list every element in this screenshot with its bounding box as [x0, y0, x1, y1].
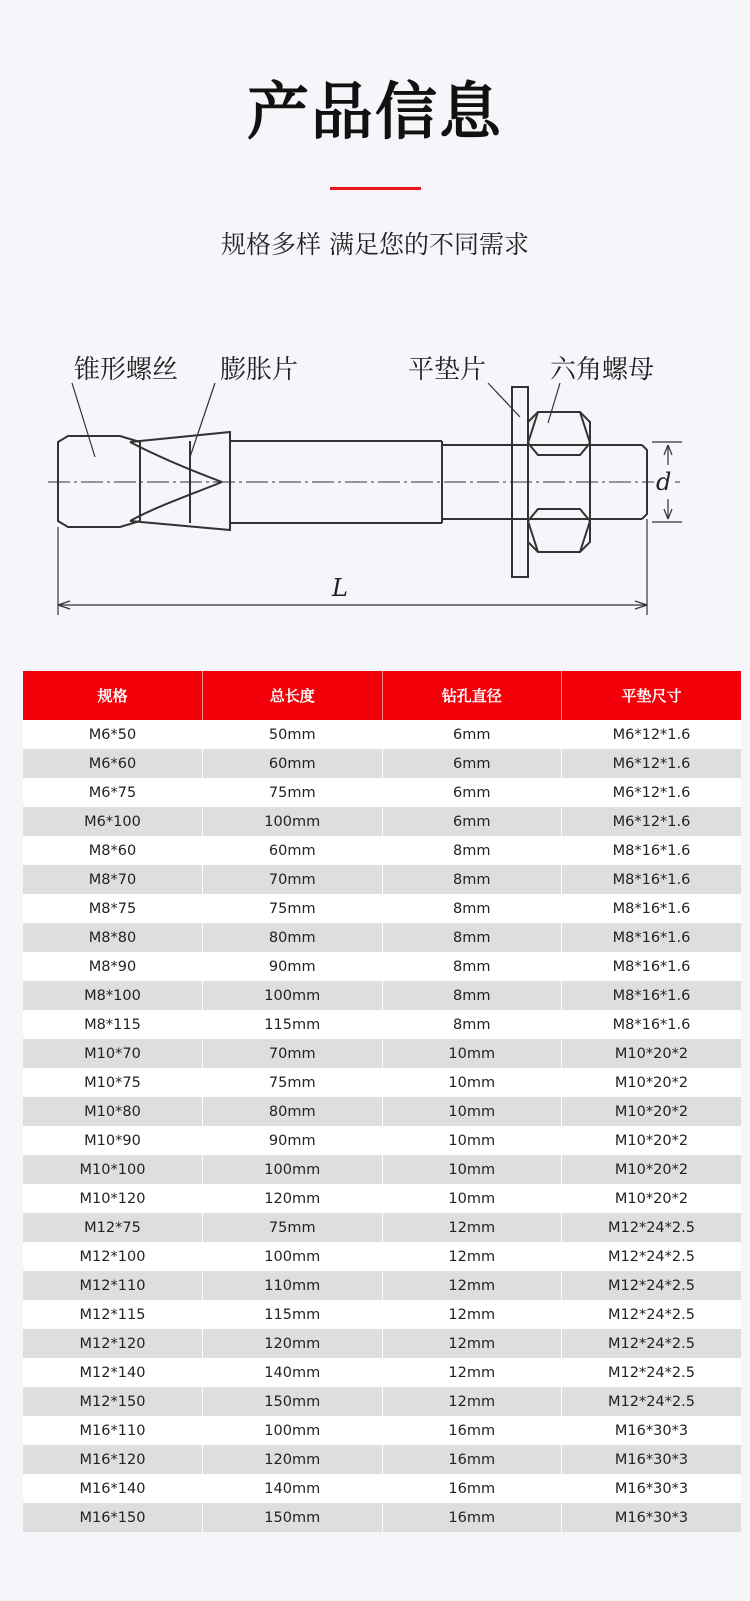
washer-size-cell: M16*30*3	[562, 1416, 742, 1445]
total-length-cell: 100mm	[203, 981, 383, 1010]
drill-diameter-cell: 12mm	[382, 1387, 562, 1416]
table-row	[23, 1126, 741, 1155]
total-length-cell: 140mm	[203, 1474, 383, 1503]
table-row	[23, 1358, 741, 1387]
diameter-label: d	[654, 465, 673, 499]
spec-cell: M12*150	[23, 1387, 203, 1416]
total-length-cell: 120mm	[203, 1184, 383, 1213]
washer-size-cell: M8*16*1.6	[562, 865, 742, 894]
anchor-bolt-diagram	[40, 345, 720, 635]
column-header-spec: 规格	[23, 671, 203, 720]
washer-size-cell: M8*16*1.6	[562, 923, 742, 952]
washer-size-cell: M10*20*2	[562, 1068, 742, 1097]
drill-diameter-cell: 8mm	[382, 981, 562, 1010]
total-length-cell: 50mm	[203, 720, 383, 749]
table-row	[23, 865, 741, 894]
total-length-cell: 90mm	[203, 952, 383, 981]
table-body	[23, 720, 741, 1532]
table-row	[23, 1416, 741, 1445]
drill-diameter-cell: 16mm	[382, 1474, 562, 1503]
washer-size-cell: M16*30*3	[562, 1474, 742, 1503]
table-row	[23, 1329, 741, 1358]
drill-diameter-cell: 16mm	[382, 1503, 562, 1532]
spec-cell: M8*90	[23, 952, 203, 981]
total-length-cell: 100mm	[203, 1242, 383, 1271]
spec-cell: M12*100	[23, 1242, 203, 1271]
spec-cell: M12*110	[23, 1271, 203, 1300]
spec-cell: M16*110	[23, 1416, 203, 1445]
total-length-cell: 80mm	[203, 1097, 383, 1126]
table-row	[23, 778, 741, 807]
drill-diameter-cell: 8mm	[382, 894, 562, 923]
table-row	[23, 720, 741, 749]
washer-size-cell: M12*24*2.5	[562, 1300, 742, 1329]
table-row	[23, 1445, 741, 1474]
spec-cell: M6*60	[23, 749, 203, 778]
table-row	[23, 1242, 741, 1271]
spec-cell: M16*140	[23, 1474, 203, 1503]
anchor-bolt-drawing	[40, 345, 720, 635]
table-row	[23, 1097, 741, 1126]
washer-size-cell: M10*20*2	[562, 1097, 742, 1126]
washer-size-cell: M10*20*2	[562, 1126, 742, 1155]
table-row	[23, 1300, 741, 1329]
spec-cell: M10*90	[23, 1126, 203, 1155]
spec-table	[23, 671, 741, 1532]
table-row	[23, 1387, 741, 1416]
table-row	[23, 1213, 741, 1242]
column-header-washer-size: 平垫尺寸	[562, 671, 742, 720]
table-row	[23, 836, 741, 865]
page-subtitle: 规格多样 满足您的不同需求	[221, 230, 529, 259]
washer-size-cell: M6*12*1.6	[562, 807, 742, 836]
drill-diameter-cell: 6mm	[382, 720, 562, 749]
table-row	[23, 894, 741, 923]
spec-cell: M6*50	[23, 720, 203, 749]
total-length-cell: 140mm	[203, 1358, 383, 1387]
total-length-cell: 60mm	[203, 836, 383, 865]
table-row	[23, 1155, 741, 1184]
title-divider	[330, 187, 421, 190]
washer-size-cell: M8*16*1.6	[562, 894, 742, 923]
spec-cell: M10*120	[23, 1184, 203, 1213]
spec-cell: M8*80	[23, 923, 203, 952]
total-length-cell: 120mm	[203, 1329, 383, 1358]
page-title: 产品信息	[246, 75, 503, 148]
drill-diameter-cell: 6mm	[382, 749, 562, 778]
length-label: L	[332, 574, 348, 602]
drill-diameter-cell: 8mm	[382, 836, 562, 865]
drill-diameter-cell: 12mm	[382, 1242, 562, 1271]
total-length-cell: 75mm	[203, 1068, 383, 1097]
spec-cell: M10*75	[23, 1068, 203, 1097]
table-row	[23, 1039, 741, 1068]
spec-cell: M10*100	[23, 1155, 203, 1184]
washer-size-cell: M16*30*3	[562, 1445, 742, 1474]
spec-cell: M8*100	[23, 981, 203, 1010]
total-length-cell: 80mm	[203, 923, 383, 952]
table-row	[23, 923, 741, 952]
drill-diameter-cell: 6mm	[382, 807, 562, 836]
drill-diameter-cell: 6mm	[382, 778, 562, 807]
total-length-cell: 150mm	[203, 1503, 383, 1532]
drill-diameter-cell: 12mm	[382, 1271, 562, 1300]
total-length-cell: 110mm	[203, 1271, 383, 1300]
total-length-cell: 100mm	[203, 1416, 383, 1445]
drill-diameter-cell: 8mm	[382, 952, 562, 981]
spec-cell: M6*100	[23, 807, 203, 836]
spec-cell: M8*115	[23, 1010, 203, 1039]
expansion-sleeve-label: 膨胀片	[220, 355, 299, 385]
washer-size-cell: M6*12*1.6	[562, 720, 742, 749]
spec-cell: M16*120	[23, 1445, 203, 1474]
washer-size-cell: M12*24*2.5	[562, 1271, 742, 1300]
drill-diameter-cell: 8mm	[382, 865, 562, 894]
spec-cell: M6*75	[23, 778, 203, 807]
total-length-cell: 120mm	[203, 1445, 383, 1474]
flat-washer-label: 平垫片	[408, 355, 487, 385]
drill-diameter-cell: 10mm	[382, 1155, 562, 1184]
spec-cell: M12*115	[23, 1300, 203, 1329]
washer-size-cell: M10*20*2	[562, 1184, 742, 1213]
drill-diameter-cell: 10mm	[382, 1184, 562, 1213]
column-header-total-length: 总长度	[203, 671, 383, 720]
table-row	[23, 749, 741, 778]
washer-size-cell: M12*24*2.5	[562, 1387, 742, 1416]
spec-cell: M8*70	[23, 865, 203, 894]
table-row	[23, 1184, 741, 1213]
table-row	[23, 952, 741, 981]
total-length-cell: 75mm	[203, 1213, 383, 1242]
drill-diameter-cell: 12mm	[382, 1358, 562, 1387]
drill-diameter-cell: 16mm	[382, 1416, 562, 1445]
washer-size-cell: M8*16*1.6	[562, 836, 742, 865]
table-row	[23, 981, 741, 1010]
washer-size-cell: M6*12*1.6	[562, 749, 742, 778]
drill-diameter-cell: 10mm	[382, 1126, 562, 1155]
spec-cell: M16*150	[23, 1503, 203, 1532]
total-length-cell: 75mm	[203, 894, 383, 923]
drill-diameter-cell: 12mm	[382, 1213, 562, 1242]
total-length-cell: 115mm	[203, 1010, 383, 1039]
table-row	[23, 807, 741, 836]
total-length-cell: 115mm	[203, 1300, 383, 1329]
spec-cell: M10*80	[23, 1097, 203, 1126]
table-row	[23, 1503, 741, 1532]
spec-cell: M8*75	[23, 894, 203, 923]
total-length-cell: 75mm	[203, 778, 383, 807]
washer-size-cell: M12*24*2.5	[562, 1213, 742, 1242]
washer-size-cell: M16*30*3	[562, 1503, 742, 1532]
table-row	[23, 1010, 741, 1039]
spec-cell: M12*120	[23, 1329, 203, 1358]
drill-diameter-cell: 12mm	[382, 1329, 562, 1358]
drill-diameter-cell: 16mm	[382, 1445, 562, 1474]
washer-size-cell: M12*24*2.5	[562, 1358, 742, 1387]
drill-diameter-cell: 10mm	[382, 1039, 562, 1068]
total-length-cell: 100mm	[203, 807, 383, 836]
spec-cell: M10*70	[23, 1039, 203, 1068]
spec-cell: M12*75	[23, 1213, 203, 1242]
washer-size-cell: M8*16*1.6	[562, 981, 742, 1010]
spec-cell: M8*60	[23, 836, 203, 865]
column-header-drill-diameter: 钻孔直径	[382, 671, 562, 720]
washer-size-cell: M12*24*2.5	[562, 1329, 742, 1358]
spec-cell: M12*140	[23, 1358, 203, 1387]
table-row	[23, 1068, 741, 1097]
drill-diameter-cell: 10mm	[382, 1097, 562, 1126]
washer-size-cell: M8*16*1.6	[562, 952, 742, 981]
washer-size-cell: M10*20*2	[562, 1155, 742, 1184]
table-row	[23, 1271, 741, 1300]
drill-diameter-cell: 8mm	[382, 1010, 562, 1039]
total-length-cell: 60mm	[203, 749, 383, 778]
drill-diameter-cell: 10mm	[382, 1068, 562, 1097]
total-length-cell: 70mm	[203, 865, 383, 894]
drill-diameter-cell: 8mm	[382, 923, 562, 952]
table-row	[23, 1474, 741, 1503]
washer-size-cell: M10*20*2	[562, 1039, 742, 1068]
total-length-cell: 150mm	[203, 1387, 383, 1416]
total-length-cell: 90mm	[203, 1126, 383, 1155]
washer-size-cell: M6*12*1.6	[562, 778, 742, 807]
table-header-row	[23, 671, 741, 720]
total-length-cell: 70mm	[203, 1039, 383, 1068]
washer-size-cell: M12*24*2.5	[562, 1242, 742, 1271]
washer-size-cell: M8*16*1.6	[562, 1010, 742, 1039]
cone-bolt-label: 锥形螺丝	[74, 355, 179, 385]
drill-diameter-cell: 12mm	[382, 1300, 562, 1329]
hex-nut-label: 六角螺母	[550, 355, 655, 385]
total-length-cell: 100mm	[203, 1155, 383, 1184]
